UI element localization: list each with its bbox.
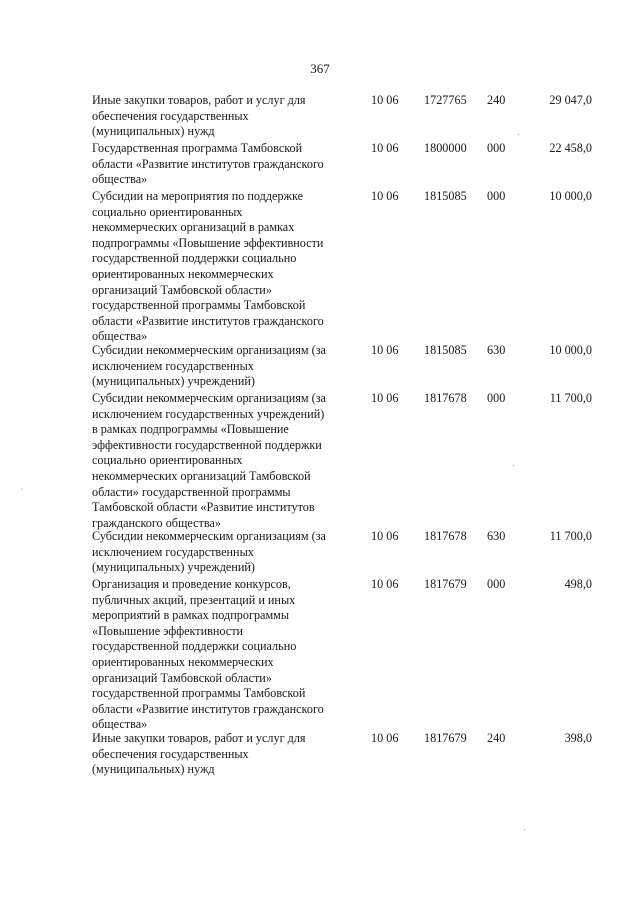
name-line: «Повышение эффективности: [92, 623, 244, 638]
amount: 11 700,0: [549, 391, 592, 405]
name-line: эффективности государственной поддержки: [92, 437, 322, 452]
section-code: 10 06: [371, 577, 399, 591]
amount: 10 000,0: [549, 189, 592, 203]
row-name: [92, 731, 354, 778]
section-code: 10 06: [371, 391, 399, 405]
name-line: исключением государственных: [92, 358, 254, 373]
expense-type-code: 240: [487, 731, 506, 745]
name-line: исключением государственных: [92, 544, 254, 559]
name-line: области» государственной программы: [92, 484, 291, 499]
section-code: 10 06: [371, 731, 399, 745]
name-line: общества»: [92, 329, 148, 344]
name-line: обеспечения государственных: [92, 108, 249, 123]
name-line: социально ориентированных: [92, 453, 243, 468]
section-code: 10 06: [371, 343, 399, 357]
amount: 11 700,0: [549, 529, 592, 543]
section-code: 10 06: [371, 189, 399, 203]
name-line: некоммерческих организаций Тамбовской: [92, 468, 311, 483]
row-name: [92, 391, 354, 531]
name-line: публичных акций, презентаций и иных: [92, 592, 296, 607]
name-line: организаций Тамбовской области»: [92, 670, 272, 685]
section-code: 10 06: [371, 141, 399, 155]
row-name: [92, 529, 354, 576]
scan-speck: [518, 134, 519, 135]
scan-speck: [513, 465, 514, 466]
name-line: организаций Тамбовской области»: [92, 282, 272, 297]
name-line: (муниципальных) учреждений): [92, 374, 255, 389]
name-line: Субсидии некоммерческим организациям (за: [92, 529, 326, 543]
name-line: общества»: [92, 172, 148, 187]
target-code: 1817678: [424, 529, 467, 543]
name-line: Иные закупки товаров, работ и услуг для: [92, 93, 306, 107]
name-line: исключением государственных учреждений): [92, 406, 325, 421]
name-line: в рамках подпрограммы «Повышение: [92, 422, 289, 437]
name-line: государственной программы Тамбовской: [92, 298, 306, 313]
name-line: Субсидии некоммерческим организациям (за: [92, 391, 326, 405]
row-name: [92, 189, 354, 345]
section-code: 10 06: [371, 529, 399, 543]
name-line: ориентированных некоммерческих: [92, 266, 274, 281]
expense-type-code: 000: [487, 577, 506, 591]
row-name: [92, 577, 354, 733]
expense-type-code: 630: [487, 343, 506, 357]
name-line: государственной поддержки социально: [92, 639, 297, 654]
name-line: государственной поддержки социально: [92, 251, 297, 266]
name-line: (муниципальных) учреждений): [92, 560, 255, 575]
name-line: Тамбовской области «Развитие институтов: [92, 500, 315, 515]
name-line: (муниципальных) нужд: [92, 762, 215, 777]
section-code: 10 06: [371, 93, 399, 107]
row-name: [92, 141, 354, 188]
expense-type-code: 000: [487, 391, 506, 405]
target-code: 1817679: [424, 731, 467, 745]
expense-type-code: 000: [487, 141, 506, 155]
name-line: области «Развитие институтов гражданского: [92, 156, 324, 171]
scan-speck: [21, 489, 22, 490]
target-code: 1815085: [424, 189, 467, 203]
name-line: (муниципальных) нужд: [92, 124, 215, 139]
target-code: 1800000: [424, 141, 467, 155]
name-line: Организация и проведение конкурсов,: [92, 577, 291, 591]
target-code: 1815085: [424, 343, 467, 357]
amount: 22 458,0: [549, 141, 592, 155]
name-line: общества»: [92, 717, 148, 732]
expense-type-code: 000: [487, 189, 506, 203]
name-line: государственной программы Тамбовской: [92, 686, 306, 701]
name-line: некоммерческих организаций в рамках: [92, 220, 295, 235]
name-line: Государственная программа Тамбовской: [92, 141, 303, 155]
amount: 29 047,0: [549, 93, 592, 107]
name-line: гражданского общества»: [92, 515, 221, 530]
scan-speck: [524, 829, 525, 830]
amount: 498,0: [564, 577, 592, 591]
amount: 10 000,0: [549, 343, 592, 357]
name-line: Субсидии на мероприятия по поддержке: [92, 189, 303, 203]
row-name: [92, 93, 354, 140]
expense-type-code: 630: [487, 529, 506, 543]
name-line: обеспечения государственных: [92, 746, 249, 761]
name-line: подпрограммы «Повышение эффективности: [92, 235, 324, 250]
name-line: Субсидии некоммерческим организациям (за: [92, 343, 326, 357]
row-name: [92, 343, 354, 390]
target-code: 1817678: [424, 391, 467, 405]
name-line: мероприятий в рамках подпрограммы: [92, 608, 290, 623]
name-line: области «Развитие институтов гражданского: [92, 701, 324, 716]
target-code: 1727765: [424, 93, 467, 107]
name-line: области «Развитие институтов гражданского: [92, 313, 324, 328]
amount: 398,0: [564, 731, 592, 745]
name-line: социально ориентированных: [92, 204, 243, 219]
target-code: 1817679: [424, 577, 467, 591]
page-number: 367: [310, 61, 330, 76]
expense-type-code: 240: [487, 93, 506, 107]
name-line: Иные закупки товаров, работ и услуг для: [92, 731, 306, 745]
name-line: ориентированных некоммерческих: [92, 654, 274, 669]
